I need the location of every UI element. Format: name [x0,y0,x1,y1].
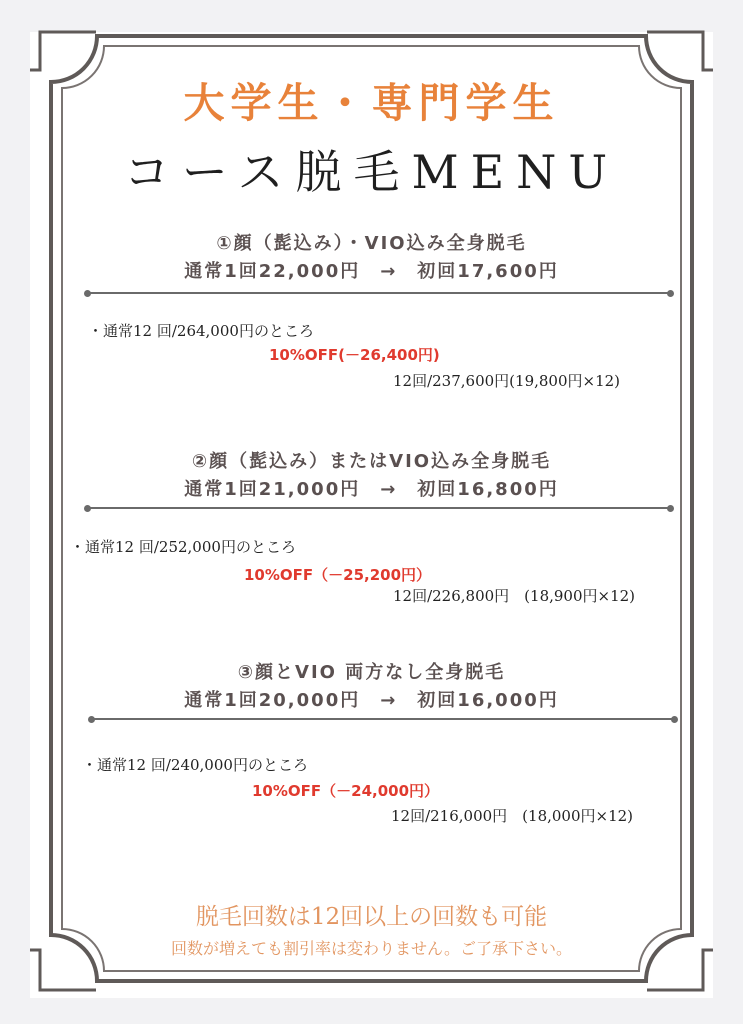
course-1-price: 通常1回22,000円 → 初回17,600円 [184,261,559,282]
rule-dot-right [667,290,674,297]
course-3-normal-price: ・通常12 回/240,000円のところ [82,756,308,774]
footer-note: 脱毛回数は12回以上の回数も可能 [195,904,548,930]
course-3-name: ③顔とVIO 両方なし全身脱毛 [237,662,506,683]
course-2-normal-price: ・通常12 回/252,000円のところ [70,538,296,556]
course-1-name: ①顔（髭込み）・VIO込み全身脱毛 [216,233,527,254]
page-title: 大学生・専門学生 [183,79,560,127]
course-1-result: 12回/237,600円(19,800円×12) [393,372,621,390]
course-1-normal-price: ・通常12 回/264,000円のところ [88,322,314,340]
course-1-divider [88,292,671,294]
rule-dot-right [671,716,678,723]
course-3-price: 通常1回20,000円 → 初回16,000円 [184,690,559,711]
course-2-result: 12回/226,800円 (18,900円×12) [393,587,636,605]
course-2-name: ②顔（髭込み）またはVIO込み全身脱毛 [191,451,552,472]
course-3-discount: 10%OFF（－24,000円） [252,782,440,800]
footer-subnote: 回数が増えても割引率は変わりません。ご了承下さい。 [171,939,572,958]
rule-dot-right [667,505,674,512]
course-3-divider [92,718,675,720]
course-2-divider [88,507,671,509]
page-subtitle: コース脱毛MENU [123,145,620,199]
course-1-discount: 10%OFF(－26,400円) [269,346,440,364]
course-3-result: 12回/216,000円 (18,000円×12) [391,807,634,825]
course-2-discount: 10%OFF（－25,200円） [244,566,432,584]
course-2-price: 通常1回21,000円 → 初回16,800円 [184,479,559,500]
